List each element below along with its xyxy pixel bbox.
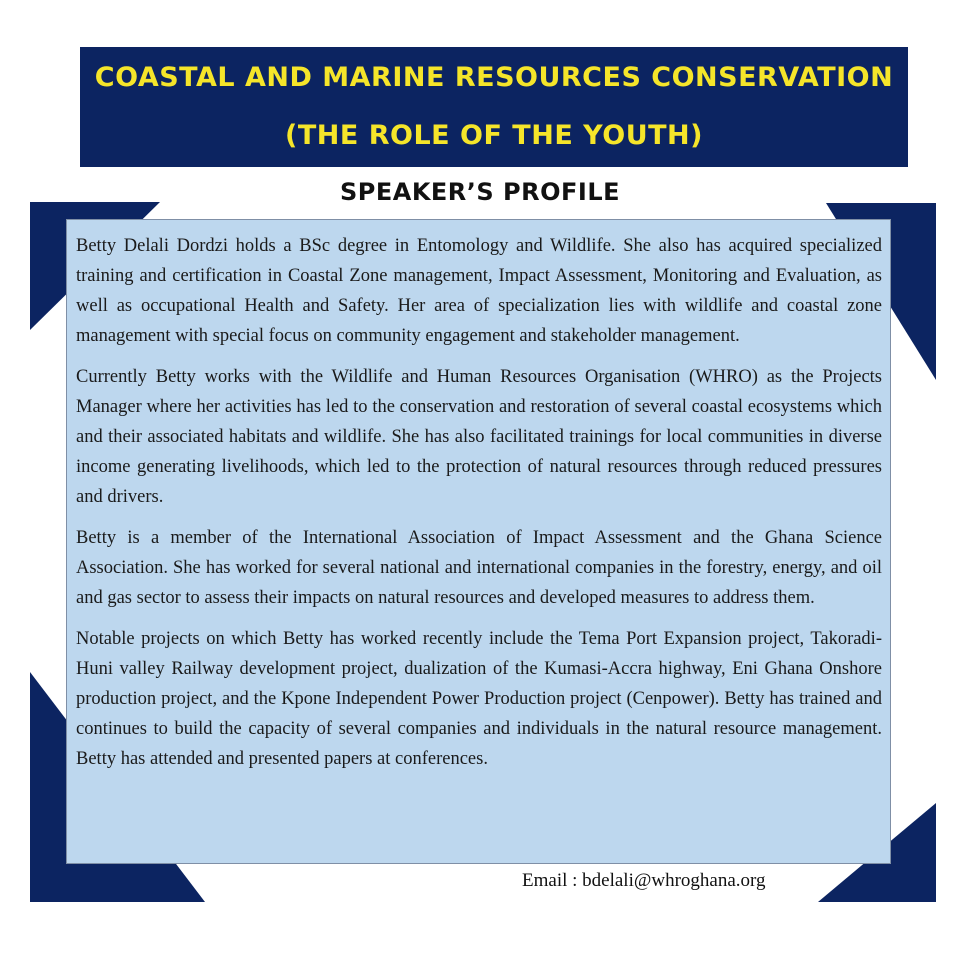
profile-paragraph-3: Betty is a member of the International Association of Impact Assessment and the Ghana Science Association. She has worked for several national and international companies in the forestry, energy, and oil and gas sector to assess their impacts on natural resources and developed measures to address them. xyxy=(76,528,882,608)
contact-email[interactable]: Email : bdelali@whroghana.org xyxy=(522,870,766,891)
profile-paragraph-1: Betty Delali Dordzi holds a BSc degree in Entomology and Wildlife. She also has acquired specialized training and certification in Coastal Zone management, Impact Assessment, Monitoring and Evaluation, as well as occupational Health and Safety. Her area of specialization lies with wildlife and coastal zone management with special focus on community engagement and stakeholder management. xyxy=(76,236,882,346)
banner-title: COASTAL AND MARINE RESOURCES CONSERVATION xyxy=(94,62,894,93)
profile-paragraph-2: Currently Betty works with the Wildlife and Human Resources Organisation (WHRO) as the Projects Manager where her activities has led to the conservation and restoration of several coastal ecosystems which and their associated habitats and wildlife. She has also facilitated trainings for local communities in diverse income generating livelihoods, which led to the protection of natural resources through reduced pressures and drivers. xyxy=(76,367,882,507)
profile-panel xyxy=(66,219,891,864)
profile-paragraph-4: Notable projects on which Betty has worked recently include the Tema Port Expansion project, Takoradi-Huni valley Railway development project, dualization of the Kumasi-Accra highway, Eni Ghana Onshore production project, and the Kpone Independent Power Production project (Cenpower). Betty has trained and continues to build the capacity of several companies and individuals in the natural resource management. Betty has attended and presented papers at conferences. xyxy=(76,629,882,769)
title-banner xyxy=(80,47,908,167)
banner-subtitle: (THE ROLE OF THE YOUTH) xyxy=(285,120,703,151)
section-title: SPEAKER’S PROFILE xyxy=(339,178,621,206)
